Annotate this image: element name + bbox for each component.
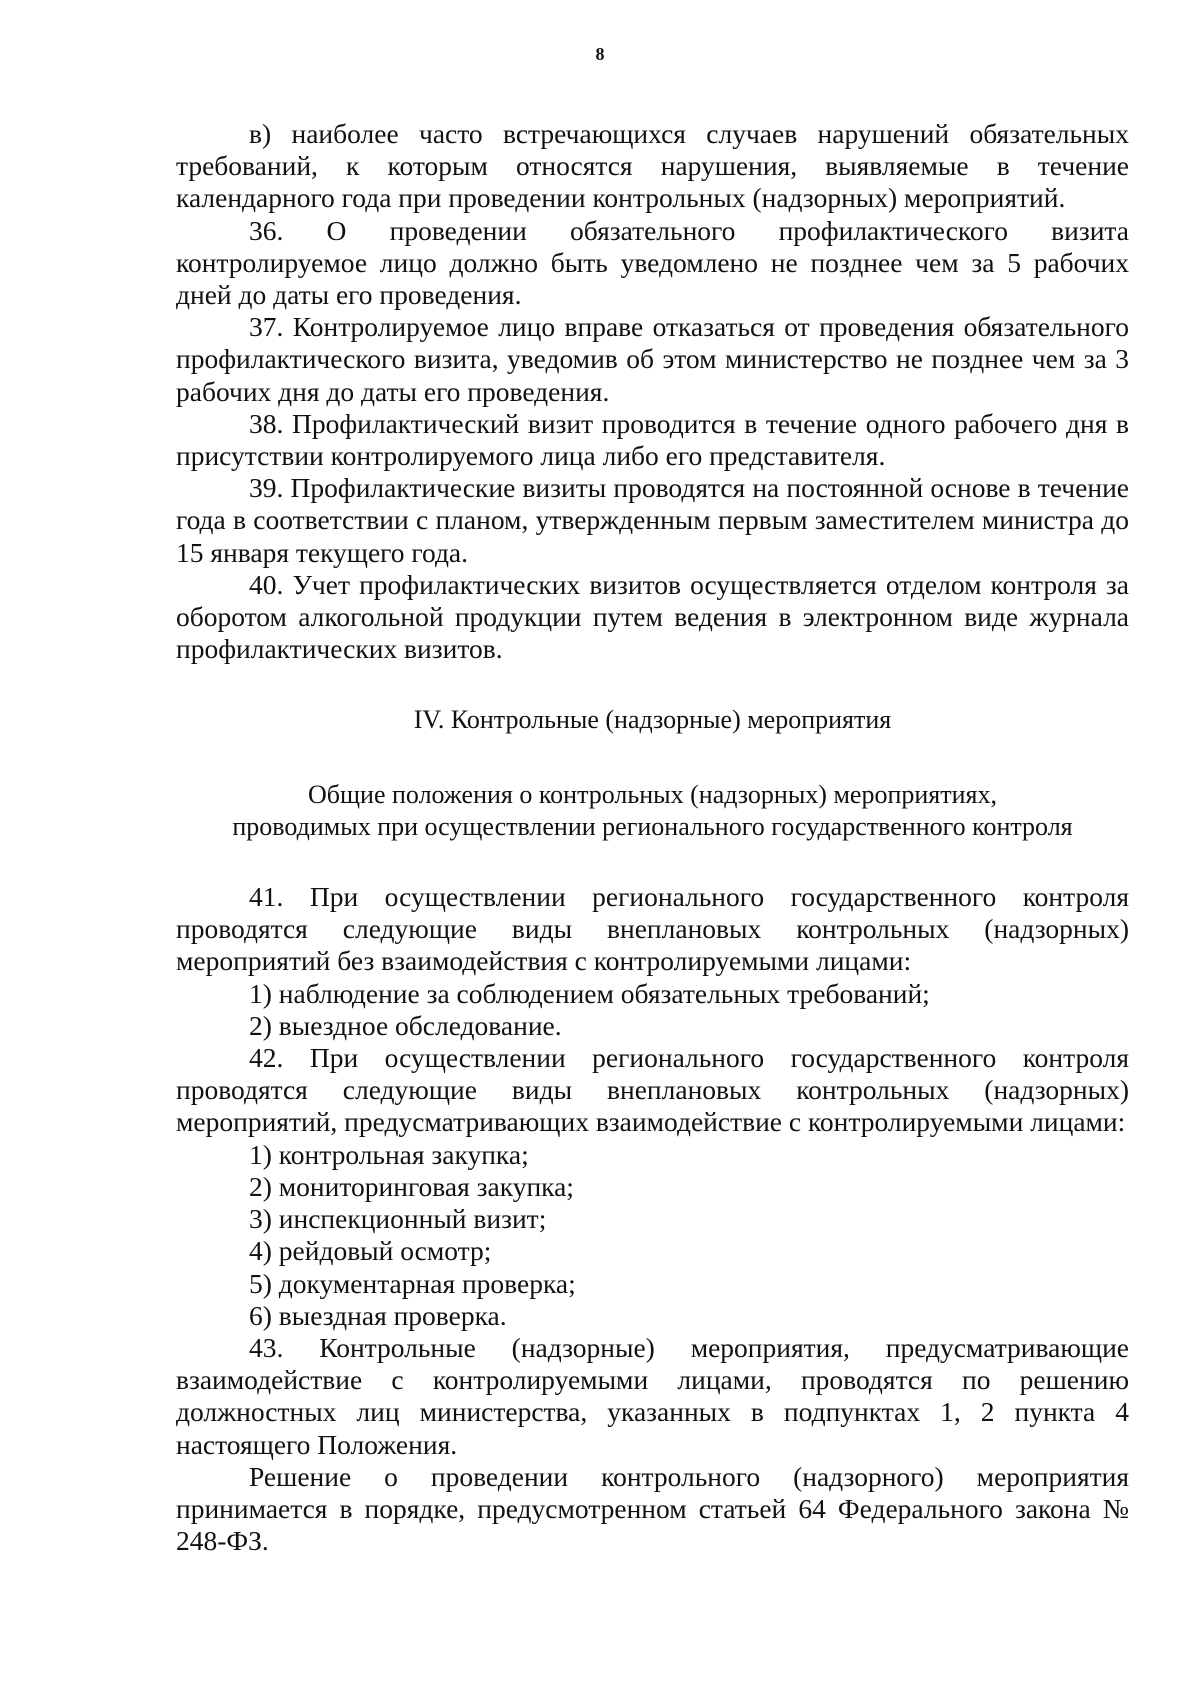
page-number: 8 [595, 44, 605, 64]
paragraph-42: 42. При осуществлении регионального государственного контроля проводятся следующие виды внеплановых контрольных (надзорных) мероприятий, предусматривающих взаимодействие с контролируемыми лицами: [176, 1042, 1129, 1138]
list-item: 2) выездное обследование. [249, 1009, 562, 1041]
paragraph-37: 37. Контролируемое лицо вправе отказаться от проведения обязательного профилактического визита, уведомив об этом министерство не позднее чем за 3 рабочих дня до даты его проведения. [176, 311, 1129, 407]
list-item: 2) мониторинговая закупка; [249, 1170, 574, 1202]
section-title: IV. Контрольные (надзорные) мероприятия [413, 705, 892, 735]
paragraph-43: 43. Контрольные (надзорные) мероприятия, предусматривающие взаимодействие с контролируемыми лицами, проводятся по решению должностных лиц министерства, указанных в подпунктах 1, 2 пункта 4 настоящего Положения. [176, 1331, 1129, 1460]
paragraph-35v: в) наиболее часто встречающихся случаев нарушений обязательных требований, к которым относятся нарушения, выявляемые в течение календарного года при проведении контрольных (надзорных) мероприятий. [176, 118, 1129, 214]
section-subtitle-line-2: проводимых при осуществлении регионального государственного контроля [232, 811, 1073, 841]
list-item: 4) рейдовый осмотр; [249, 1235, 492, 1267]
paragraph-41: 41. При осуществлении регионального государственного контроля проводятся следующие виды внеплановых контрольных (надзорных) мероприятий без взаимодействия с контролируемыми лицами: [176, 881, 1129, 977]
section-subtitle [176, 779, 1129, 843]
spacer [176, 843, 1129, 881]
section-subtitle-line-1: Общие положения о контрольных (надзорных) мероприятиях, [308, 779, 997, 809]
paragraph-39: 39. Профилактические визиты проводятся на постоянной основе в течение года в соответствии с планом, утвержденным первым заместителем министра до 15 января текущего года. [176, 472, 1129, 568]
list-item: 1) контрольная закупка; [249, 1138, 529, 1170]
list-item: 5) документарная проверка; [249, 1267, 576, 1299]
paragraph-38: 38. Профилактический визит проводится в течение одного рабочего дня в присутствии контролируемого лица либо его представителя. [176, 407, 1129, 472]
list-item: 3) инспекционный визит; [249, 1203, 547, 1235]
document-body [176, 118, 1129, 1557]
paragraph-decision: Решение о проведении контрольного (надзорного) мероприятия принимается в порядке, предусмотренном статьей 64 Федерального закона № 248-ФЗ. [176, 1460, 1129, 1557]
paragraph-36: 36. О проведении обязательного профилактического визита контролируемое лицо должно быть уведомлено не позднее чем за 5 рабочих дней до даты его проведения. [176, 214, 1129, 311]
paragraph-40: 40. Учет профилактических визитов осуществляется отделом контроля за оборотом алкогольной продукции путем ведения в электронном виде журнала профилактических визитов. [176, 568, 1129, 665]
list-item: 1) наблюдение за соблюдением обязательных требований; [249, 977, 930, 1009]
list-item: 6) выездная проверка. [249, 1299, 507, 1331]
